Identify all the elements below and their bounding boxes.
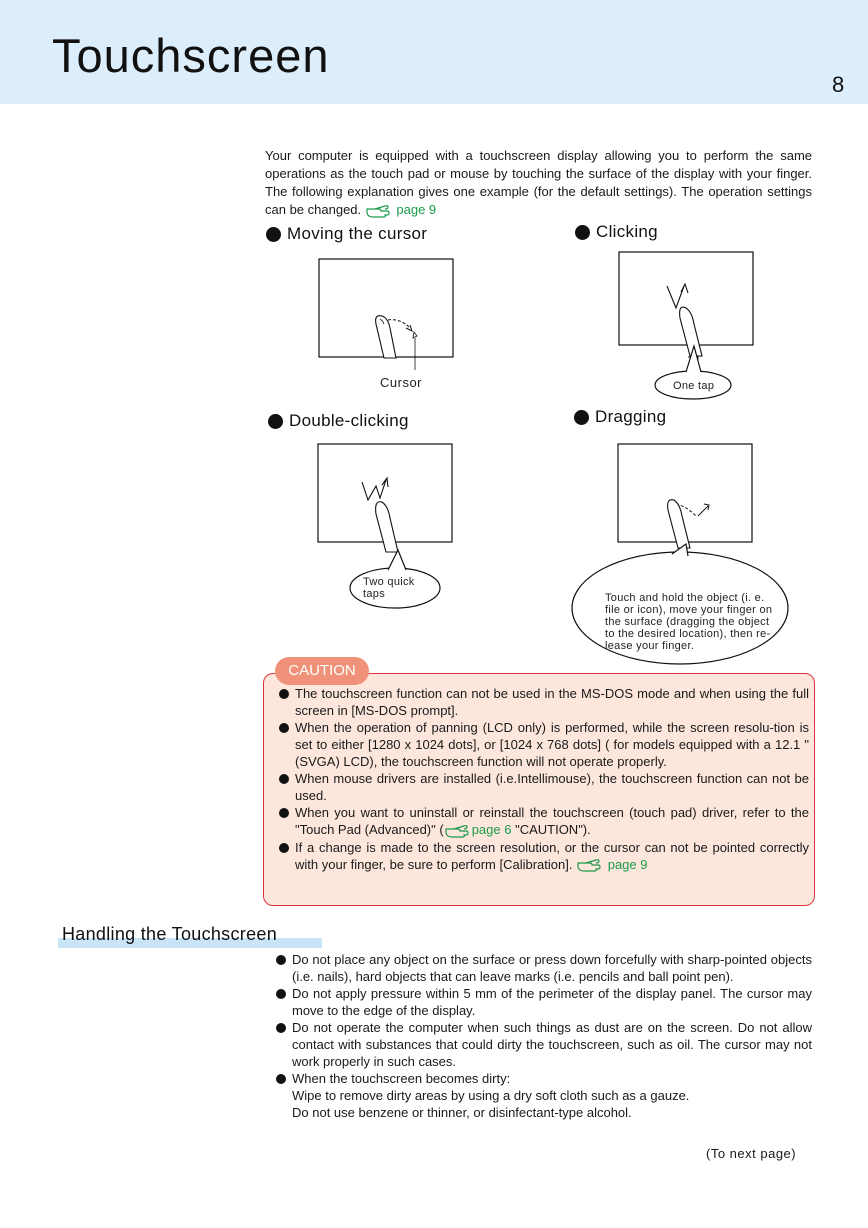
intro-paragraph: [265, 147, 812, 219]
page-number: 8: [832, 72, 845, 97]
heading-double-clicking: Double-clicking: [268, 411, 409, 431]
list-item: Do not apply pressure within 5 mm of the perimeter of the display panel. The cursor may move to the edge of the display.: [274, 985, 812, 1019]
list-item: When the touchscreen becomes dirty: Wipe to remove dirty areas by using a dry soft cloth such as a gauze. Do not use benzene or thinner, or disinfectant-type alcohol.: [274, 1070, 812, 1121]
bullet-icon: [575, 225, 590, 240]
dirty-line-1: Wipe to remove dirty areas by using a dry soft cloth such as a gauze.: [292, 1088, 690, 1103]
page-title: Touchscreen: [52, 29, 330, 82]
pointing-hand-icon: [444, 823, 472, 839]
bullet-icon: [574, 410, 589, 425]
handling-title: Handling the Touchscreen: [62, 924, 278, 944]
list-item: When you want to uninstall or reinstall the touchscreen (touch pad) driver, refer to the "Touch Pad (Advanced)" ( page 6 "CAUTION").: [277, 804, 809, 839]
bullet-icon: [266, 227, 281, 242]
pointing-hand-icon: [365, 203, 393, 219]
touch-and-hold-label: Touch and hold the object (i. e. file or icon), move your finger on the surface (dragging the object to the desired location), then re- lease your finger.: [605, 592, 773, 652]
bullet-icon: [268, 414, 283, 429]
list-item: The touchscreen function can not be used in the MS-DOS mode and when using the full screen in [MS-DOS prompt].: [277, 685, 809, 719]
moving-cursor-figure: [310, 252, 470, 392]
list-item: Do not operate the computer when such things as dust are on the screen. Do not allow contact with substances that could dirty the touchscreen, such as oil. The cursor may not work properly in such cases.: [274, 1019, 812, 1070]
one-tap-label: One tap: [673, 380, 715, 392]
heading-clicking: Clicking: [575, 222, 658, 242]
list-item: When mouse drivers are installed (i.e.Intellimouse), the touchscreen function can not be used.: [277, 770, 809, 804]
cursor-label: Cursor: [380, 375, 423, 390]
intro-text: Your computer is equipped with a touchscreen display allowing you to perform the same operations as the touch pad or mouse by touching the surface of the display with your finger. The following explanation gives one example (for the default settings). The operation settings can be changed.: [265, 148, 812, 217]
pointing-hand-icon: [576, 857, 604, 873]
dirty-line-2: Do not use benzene or thinner, or disinfectant-type alcohol.: [292, 1105, 632, 1120]
handling-heading: [58, 922, 322, 948]
caution-label: CAUTION: [275, 657, 369, 685]
page-header: [0, 0, 868, 104]
heading-dragging: Dragging: [574, 407, 666, 427]
handling-list: [274, 951, 812, 1121]
caution-list: [277, 685, 809, 873]
caution-link-page6[interactable]: page 6: [471, 822, 512, 837]
two-quick-taps-label: Two quick taps: [363, 576, 415, 600]
heading-moving-cursor: Moving the cursor: [266, 224, 427, 244]
to-next-page: (To next page): [706, 1146, 797, 1161]
list-item: If a change is made to the screen resolution, or the cursor can not be pointed correctly with your finger, be sure to perform [Calibration]. page 9: [277, 839, 809, 874]
list-item: When the operation of panning (LCD only) is performed, while the screen resolu-tion is set to either [1280 x 1024 dots], or [1024 x 768 dots] ( for models equipped with a 12.1 " (SVGA) LCD), the touchscreen function will not operate properly.: [277, 719, 809, 770]
list-item: Do not place any object on the surface or press down forcefully with sharp-pointed objects (i.e. nails), hard objects that can leave marks (i.e. pencils and ball point pen).: [274, 951, 812, 985]
caution-link-page9[interactable]: page 9: [607, 856, 648, 872]
intro-link[interactable]: page 9: [396, 202, 437, 217]
